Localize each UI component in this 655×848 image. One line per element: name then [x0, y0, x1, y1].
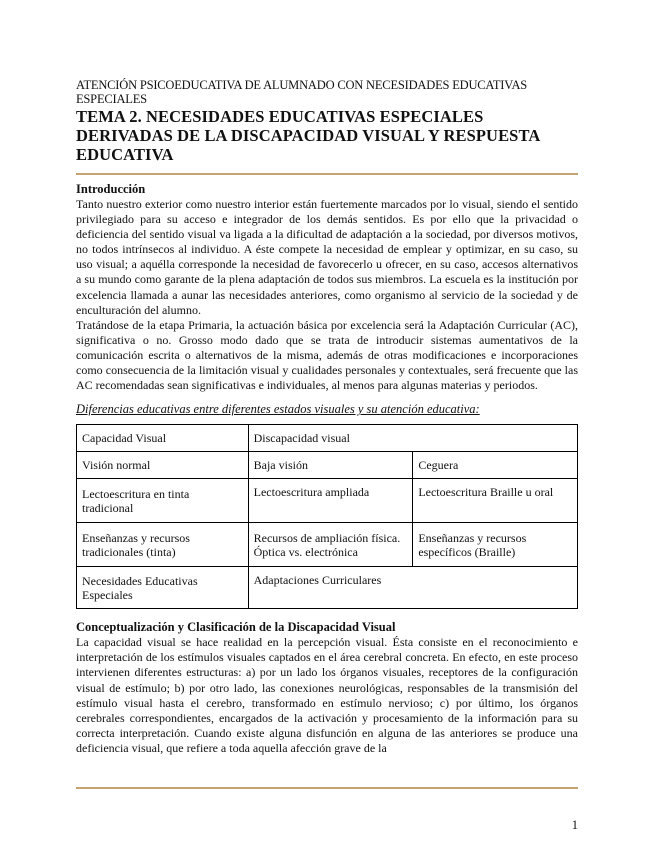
concept-section — [76, 620, 578, 756]
table-cell: Recursos de ampliación física. Óptica vs. electrónica — [248, 523, 413, 567]
table-cell: Lectoescritura Braille u oral — [413, 479, 578, 523]
table-row — [77, 452, 578, 479]
concept-heading: Conceptualización y Clasificación de la Discapacidad Visual — [76, 620, 396, 635]
intro-heading: Introducción — [76, 182, 146, 196]
page-number: 1 — [571, 818, 578, 832]
concept-paragraph-1: La capacidad visual se hace realidad en la percepción visual. Ésta consiste en el reconocimiento e interpretación de los estímulos visuales captados en el área cerebral concreta. En efecto, en este proceso intervienen diferentes estructuras: a) por un lado los órganos visuales, receptores de la configuración visual de estímulo; b) por otro lado, las conexiones neurológicas, responsables de la transmisión del estímulo visual hasta el cerebro, transformado en estímulo nervioso; c) por último, los órganos cerebrales correspondientes, encargados de la activación y procesamiento de la información para su correcta interpretación. Cuando existe alguna disfunción en alguna de las anteriores se produce una deficiencia visual, que refiere a toda aquella afección grave de la — [76, 635, 578, 755]
table-cell: Discapacidad visual — [248, 425, 577, 452]
intro-paragraph-2: Tratándose de la etapa Primaria, la actuación básica por excelencia será la Adaptación Curricular (AC), significativa o no. Grosso modo dado que se trata de introducir sistemas aumentativos de la comunicación escrita o alternativos de la misma, además de otras modificaciones e incorporaciones como consecuencia de la limitación visual y cualidades personales y contextuales, será frecuente que las AC recomendadas sean significativas e individuales, al menos para algunas materias y periodos. — [76, 317, 578, 393]
table-row — [77, 425, 578, 452]
table-cell: Ceguera — [413, 452, 578, 479]
table-row — [77, 479, 578, 523]
table-cell: Enseñanzas y recursos tradicionales (tinta) — [77, 523, 249, 567]
table-cell: Capacidad Visual — [77, 425, 249, 452]
table-row — [77, 567, 578, 609]
intro-section — [76, 182, 578, 393]
visual-states-table — [76, 424, 578, 609]
table-cell: Enseñanzas y recursos específicos (Braille) — [413, 523, 578, 567]
table-caption: Diferencias educativas entre diferentes estados visuales y su atención educativa: — [76, 402, 480, 417]
table-cell: Lectoescritura ampliada — [248, 479, 413, 523]
page-title: TEMA 2. NECESIDADES EDUCATIVAS ESPECIALES DERIVADAS DE LA DISCAPACIDAD VISUAL Y RESPUESTA EDUCATIVA — [76, 107, 540, 164]
intro-paragraph-1: Tanto nuestro exterior como nuestro interior están fuertemente marcados por lo visual, siendo el sentido privilegiado para su acceso e integrador de los demás sentidos. Es por ello que la privacidad o deficiencia del sentido visual va ligada a la dificultad de adaptación a la sociedad, por diversos motivos, no todos intrínsecos al individuo. A éste compete la necesidad de emplear y optimizar, en su caso, su uso visual; a aquélla corresponde la necesidad de favorecerlo u ofrecer, en su caso, accesos alternativos a su mundo como garante de la plena adaptación de todos sus miembros. La escuela es la institución por excelencia llamada a aunar las necesidades anteriores, como organismo al servicio de la sociedad y de enculturación del alumno. — [76, 197, 578, 317]
table-cell: Adaptaciones Curriculares — [248, 567, 577, 609]
course-header: ATENCIÓN PSICOEDUCATIVA DE ALUMNADO CON NECESIDADES EDUCATIVAS ESPECIALES — [76, 78, 528, 106]
table-cell: Lectoescritura en tinta tradicional — [77, 479, 249, 523]
table-cell: Necesidades Educativas Especiales — [77, 567, 249, 609]
top-divider — [76, 173, 578, 175]
table-row — [77, 523, 578, 567]
bottom-divider — [76, 787, 578, 789]
document-page — [76, 78, 578, 756]
table-cell: Visión normal — [77, 452, 249, 479]
table-cell: Baja visión — [248, 452, 413, 479]
